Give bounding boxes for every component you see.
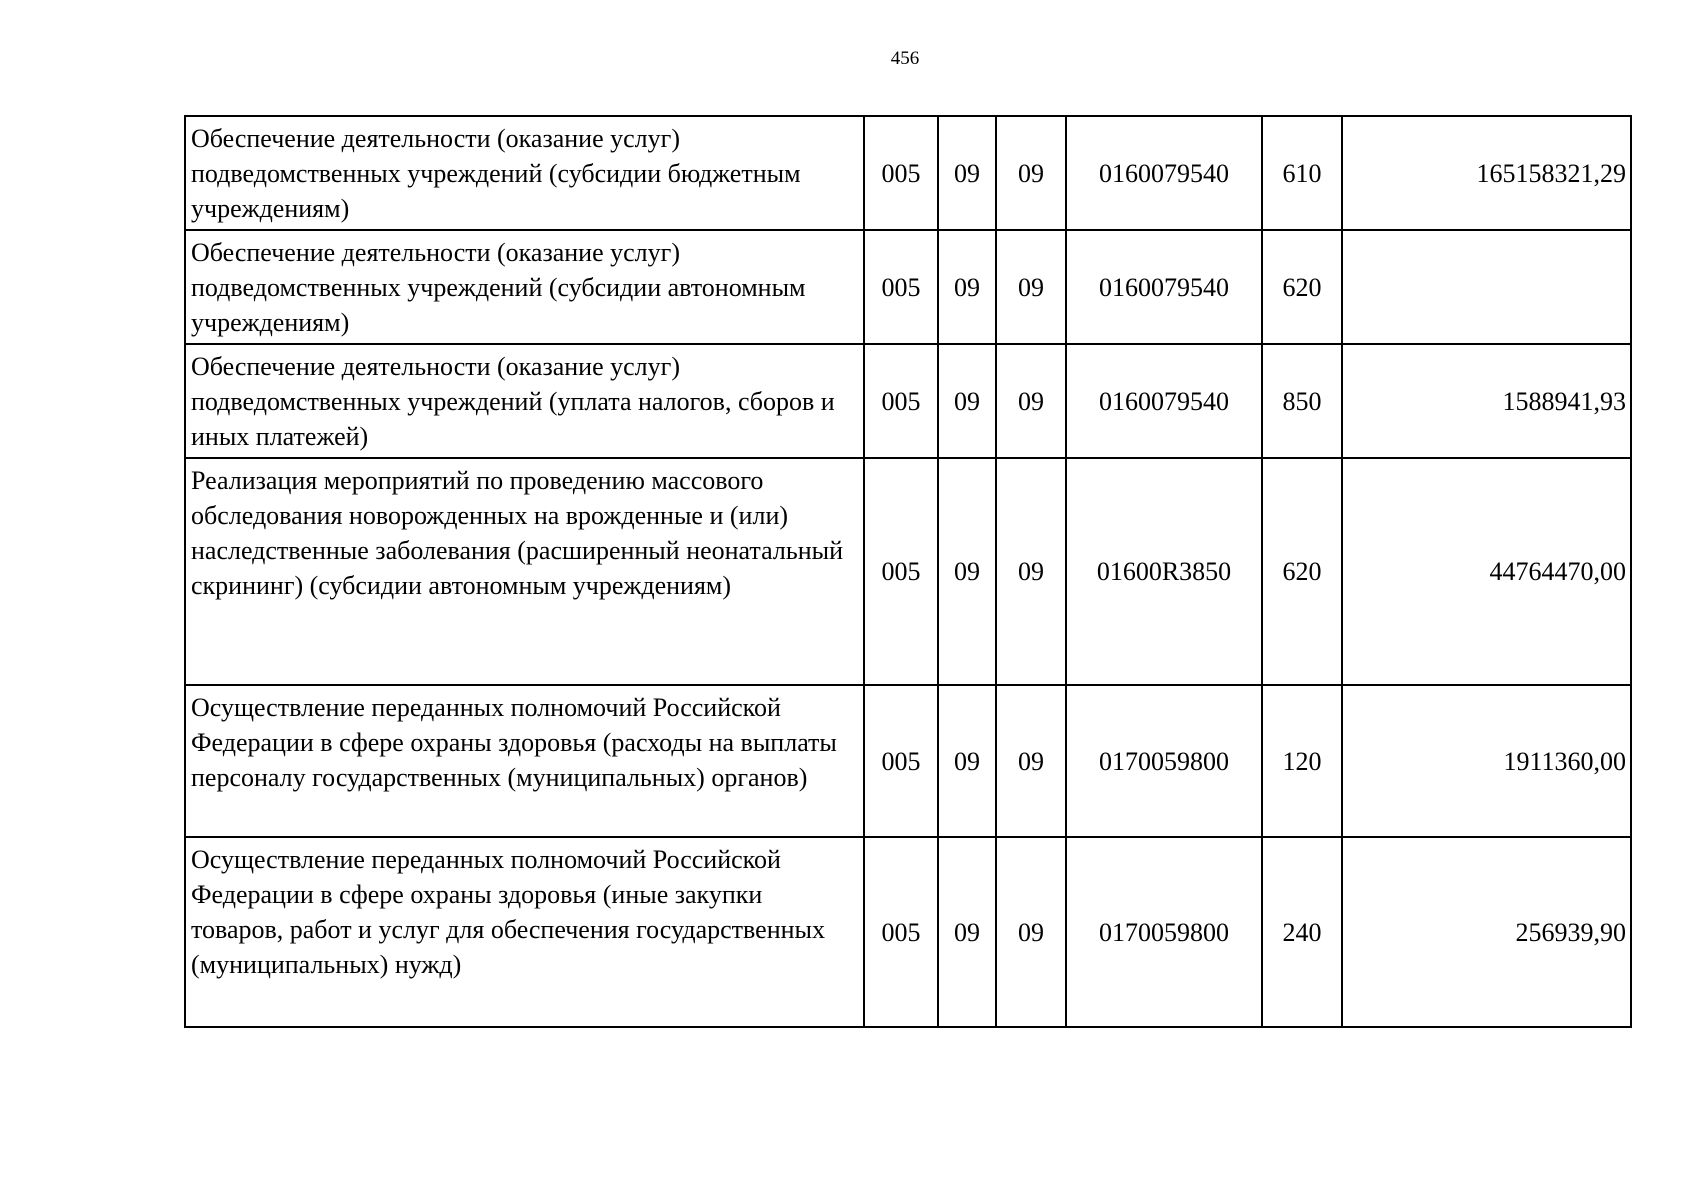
row-target-article: 01600R3850 <box>1066 458 1262 685</box>
row-amount: 1911360,00 <box>1342 685 1631 837</box>
row-subsection-code: 09 <box>996 116 1066 230</box>
row-subsection-code: 09 <box>996 837 1066 1027</box>
row-expense-type: 240 <box>1262 837 1342 1027</box>
table-row <box>185 458 1631 685</box>
row-ministry-code: 005 <box>864 116 938 230</box>
row-description: Обеспечение деятельности (оказание услуг) подведомственных учреждений (субсидии автономным учреждениям) <box>185 230 864 344</box>
row-target-article: 0160079540 <box>1066 230 1262 344</box>
row-description: Осуществление переданных полномочий Российской Федерации в сфере охраны здоровья (иные закупки товаров, работ и услуг для обеспечения государственных (муниципальных) нужд) <box>185 837 864 1027</box>
row-section-code: 09 <box>938 685 996 837</box>
row-expense-type: 850 <box>1262 344 1342 458</box>
row-section-code: 09 <box>938 458 996 685</box>
table-row <box>185 685 1631 837</box>
row-description: Обеспечение деятельности (оказание услуг) подведомственных учреждений (субсидии бюджетным учреждениям) <box>185 116 864 230</box>
table-row <box>185 344 1631 458</box>
row-description: Обеспечение деятельности (оказание услуг) подведомственных учреждений (уплата налогов, сборов и иных платежей) <box>185 344 864 458</box>
table-row <box>185 116 1631 230</box>
row-amount: 44764470,00 <box>1342 458 1631 685</box>
row-subsection-code: 09 <box>996 230 1066 344</box>
row-expense-type: 620 <box>1262 458 1342 685</box>
row-section-code: 09 <box>938 116 996 230</box>
row-amount <box>1342 230 1631 344</box>
row-ministry-code: 005 <box>864 230 938 344</box>
row-description: Реализация мероприятий по проведению массового обследования новорожденных на врожденные и (или) наследственные заболевания (расширенный неонатальный скрининг) (субсидии автономным учреждениям) <box>185 458 864 685</box>
row-target-article: 0160079540 <box>1066 116 1262 230</box>
row-section-code: 09 <box>938 344 996 458</box>
row-subsection-code: 09 <box>996 344 1066 458</box>
page-number: 456 <box>890 48 920 69</box>
row-subsection-code: 09 <box>996 458 1066 685</box>
row-section-code: 09 <box>938 230 996 344</box>
row-amount: 256939,90 <box>1342 837 1631 1027</box>
row-description: Осуществление переданных полномочий Российской Федерации в сфере охраны здоровья (расходы на выплаты персоналу государственных (муниципальных) органов) <box>185 685 864 837</box>
row-ministry-code: 005 <box>864 458 938 685</box>
row-expense-type: 610 <box>1262 116 1342 230</box>
row-subsection-code: 09 <box>996 685 1066 837</box>
budget-table <box>184 115 1632 1028</box>
row-expense-type: 620 <box>1262 230 1342 344</box>
table-row <box>185 837 1631 1027</box>
table-row <box>185 230 1631 344</box>
row-amount: 165158321,29 <box>1342 116 1631 230</box>
row-ministry-code: 005 <box>864 685 938 837</box>
row-ministry-code: 005 <box>864 344 938 458</box>
row-target-article: 0170059800 <box>1066 837 1262 1027</box>
row-ministry-code: 005 <box>864 837 938 1027</box>
row-section-code: 09 <box>938 837 996 1027</box>
row-target-article: 0160079540 <box>1066 344 1262 458</box>
row-target-article: 0170059800 <box>1066 685 1262 837</box>
row-amount: 1588941,93 <box>1342 344 1631 458</box>
row-expense-type: 120 <box>1262 685 1342 837</box>
